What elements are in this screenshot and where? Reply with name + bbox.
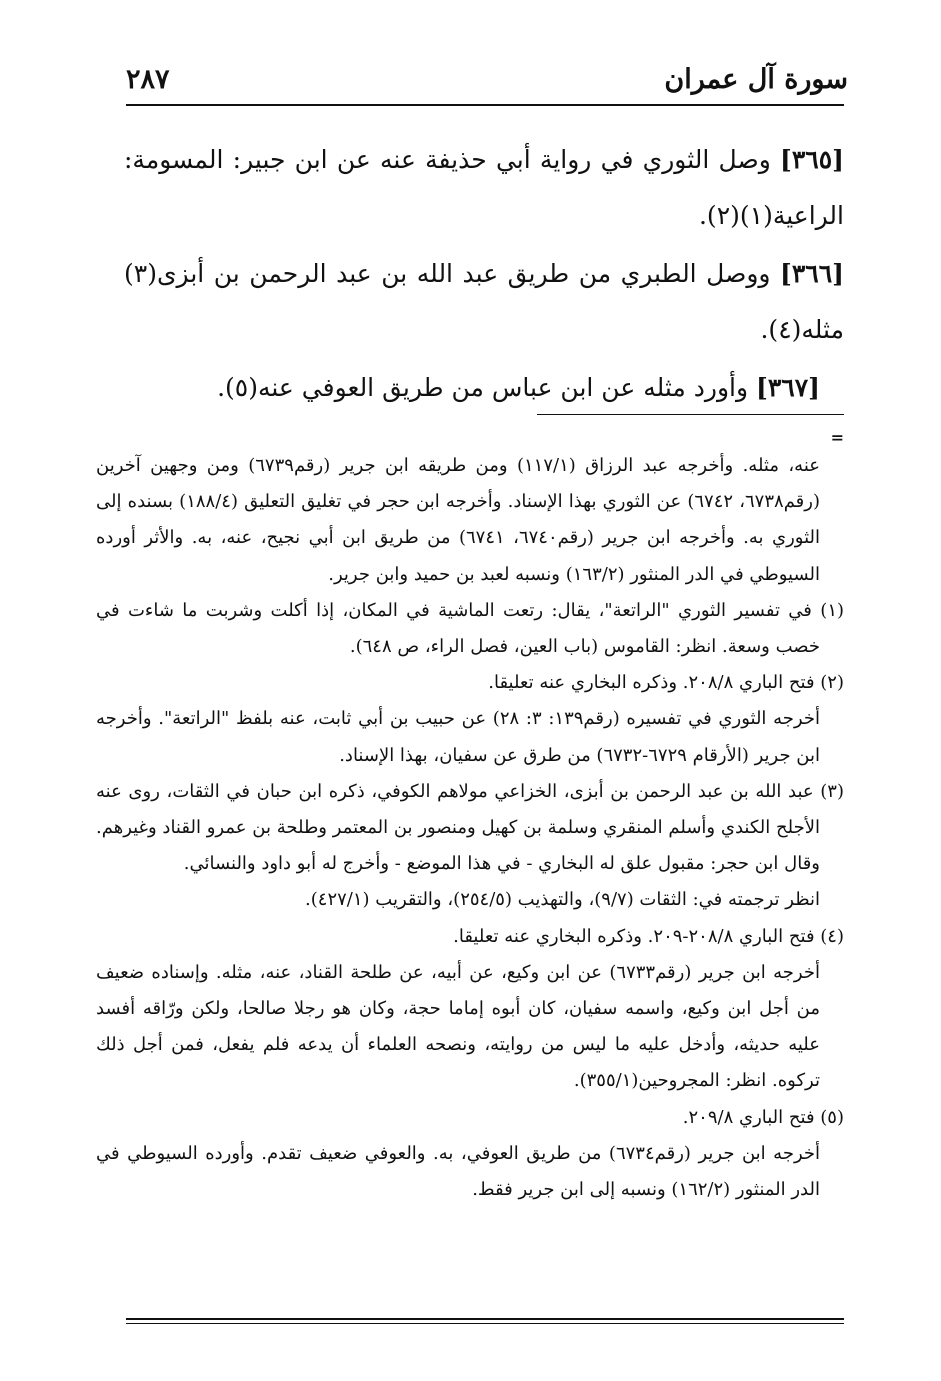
footnote-2-detail: أخرجه الثوري في تفسيره (رقم١٣٩: ٣: ٢٨) عن حبيب بن أبي ثابت، عنه بلفظ "الراتعة". وأخرجه ابن جرير (الأرقام ٦٧٢٩-٦٧٣٢) من طرق عن سفيان، بهذا الإسناد.: [96, 708, 820, 766]
entry-text: وأورد مثله عن ابن عباس من طريق العوفي عنه(٥).: [217, 373, 757, 402]
footnote-2: (٢) فتح الباري ٢٠٨/٨. وذكره البخاري عنه تعليقا.: [488, 672, 844, 694]
continuation-marker: =: [830, 428, 844, 447]
entry-367: [124, 360, 844, 416]
entry-366: [124, 246, 844, 358]
footnote-separator: [537, 414, 844, 415]
entry-text: وصل الثوري في رواية أبي حذيفة عنه عن ابن جبير: المسومة: الراعية(١)(٢).: [124, 145, 844, 230]
footnote-continuation: عنه، مثله. وأخرجه عبد الرزاق (١١٧/١) ومن طريقه ابن جرير (رقم٦٧٣٩) ومن وجهين آخرين (رقم٦٧٣٨، ٦٧٤٢) عن الثوري بهذا الإسناد. وأخرجه ابن حجر في تغليق التعليق (١٨٨/٤) بسنده إلى الثوري به. وأخرجه ابن جرير (رقم٦٧٤٠، ٦٧٤١) من طريق ابن أبي نجيح، عنه، به. والأثر أورده السيوطي في الدر المنثور (١٦٣/٢) ونسبه لعبد بن حميد وابن جرير.: [96, 455, 820, 585]
footnote-5-detail: أخرجه ابن جرير (رقم٦٧٣٤) من طريق العوفي، به. والعوفي ضعيف تقدم. وأورده السيوطي في الدر المنثور (١٦٢/٢) ونسبه إلى ابن جرير فقط.: [96, 1142, 821, 1201]
main-text: [124, 132, 844, 416]
bottom-rule-thin: [126, 1323, 844, 1324]
footnotes: [96, 448, 844, 1208]
footnote-3: (٣) عبد الله بن عبد الرحمن بن أبزى، الخزاعي مولاهم الكوفي، ذكره ابن حبان في الثقات، روى عنه الأجلح الكندي وأسلم المنقري وسلمة بن كهيل ومنصور بن المعتمر وطلحة بن عمرو القناد وغيرهم. وقال ابن حجر: مقبول علق له البخاري - في هذا الموضع - وأخرج له أبو داود والنسائي.: [96, 780, 844, 875]
footnote-4: (٤) فتح الباري ٢٠٨/٨-٢٠٩. وذكره البخاري عنه تعليقا.: [453, 925, 844, 947]
entry-ref: [٣٦٧]: [756, 373, 820, 402]
entry-ref: [٣٦٥]: [780, 145, 844, 174]
running-header: [118, 62, 848, 102]
footnote-1: (١) في تفسير الثوري "الراتعة"، يقال: رتعت الماشية في المكان، إذا أكلت وشربت ما شاءت في خصب وسعة. انظر: القاموس (باب العين، فصل الراء، ص ٦٤٨).: [96, 599, 845, 658]
entry-ref: [٣٦٦]: [780, 259, 844, 288]
entry-365: [124, 132, 844, 244]
bottom-rule: [126, 1318, 844, 1320]
surah-title: سورة آل عمران: [664, 64, 848, 95]
footnote-5: (٥) فتح الباري ٢٠٩/٨.: [682, 1106, 844, 1128]
entry-text: ووصل الطبري من طريق عبد الله بن عبد الرحمن بن أبزى(٣) مثله(٤).: [124, 259, 844, 344]
footnote-3-detail: انظر ترجمته في: الثقات (٩/٧)، والتهذيب (٢٥٤/٥)، والتقريب (٤٢٧/١).: [305, 889, 820, 911]
footnote-4-detail: أخرجه ابن جرير (رقم٦٧٣٣) عن ابن وكيع، عن أبيه، عن طلحة القناد، عنه، مثله. وإسناده ضعيف من أجل ابن وكيع، واسمه سفيان، كان أبوه إماما حجة، وكان هو رجلا صالحا، ولكن ورّاقه أفسد عليه حديثه، وأدخل عليه ما ليس من روايته، ونصحه العلماء أن يدعه فلم يفعل، فمن أجل ذلك تركوه. انظر: المجروحين(٣٥٥/١).: [96, 961, 820, 1092]
header-rule: [126, 104, 844, 106]
page-number: ٢٨٧: [126, 64, 170, 95]
